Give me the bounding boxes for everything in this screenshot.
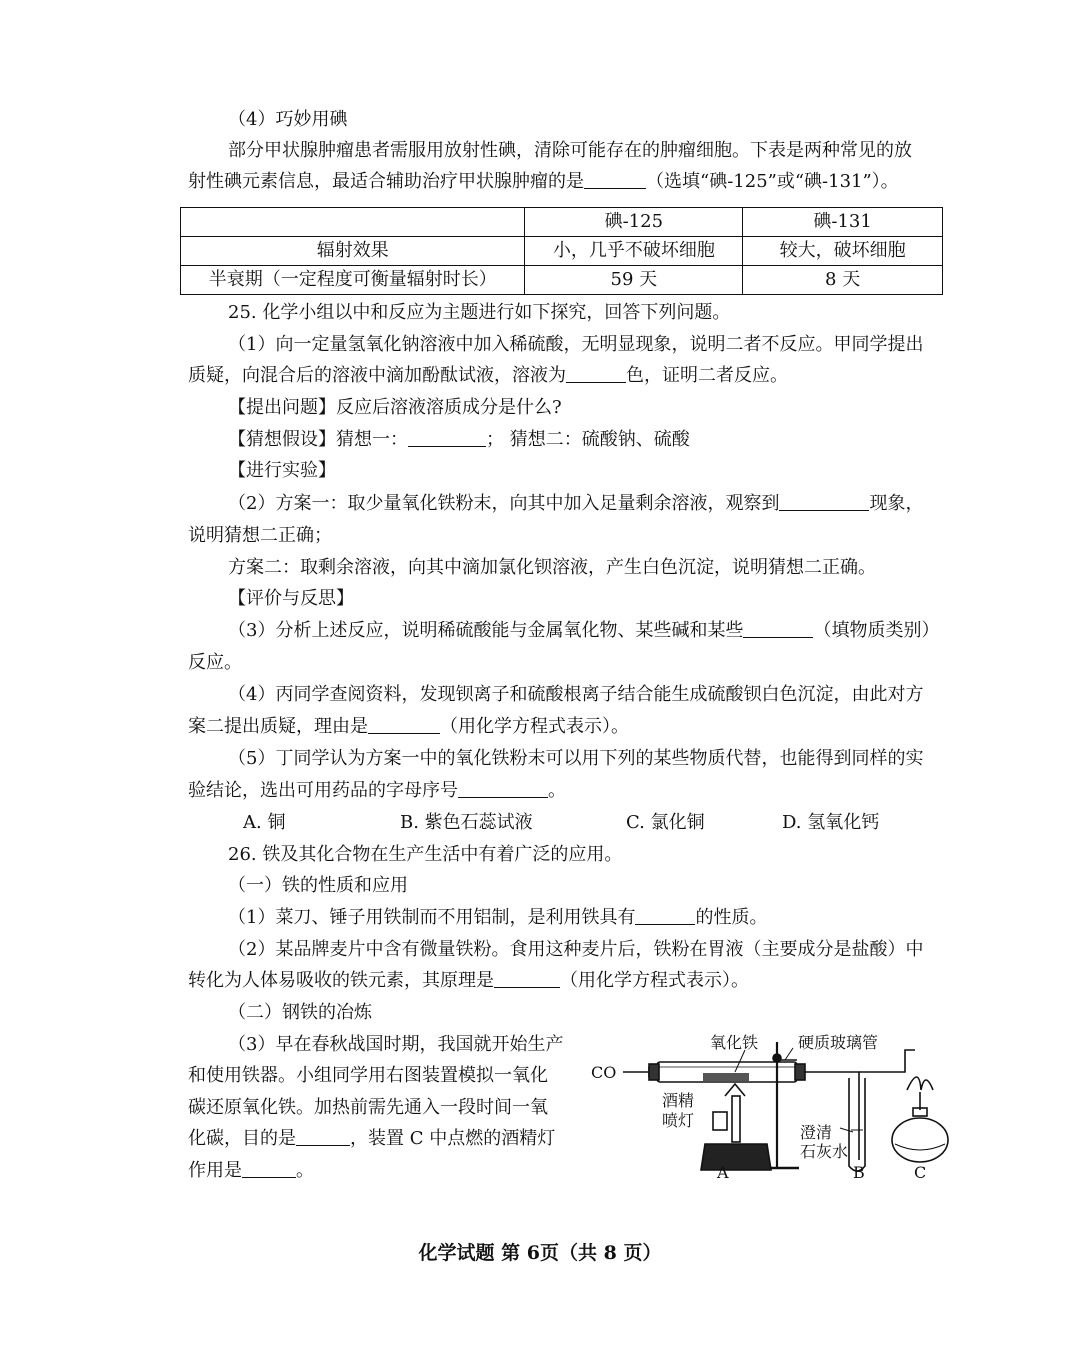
flame-icon — [907, 1077, 933, 1090]
answer-blank[interactable] — [635, 906, 695, 925]
label-b: B — [853, 1163, 865, 1182]
table-cell: 较大，破坏细胞 — [743, 237, 943, 266]
paragraph-line: 【评价与反思】 — [228, 588, 354, 609]
test-tube-b — [849, 1078, 865, 1171]
label-leader — [735, 1050, 745, 1072]
text: （1）菜刀、锤子用铁制而不用铝制，是利用铁具有 — [228, 907, 636, 928]
blowtorch-base — [701, 1144, 771, 1170]
subsection-heading: （二）钢铁的冶炼 — [228, 1002, 372, 1023]
text: 。 — [296, 1160, 314, 1181]
lamp-liquid — [895, 1144, 945, 1150]
text: 。 — [548, 780, 566, 801]
table-row — [181, 237, 943, 266]
text: 射性碘元素信息，最适合辅助治疗甲状腺肿瘤的是 — [188, 171, 584, 192]
table-header-row — [181, 208, 943, 237]
paragraph-line — [188, 714, 629, 740]
paragraph-line — [188, 778, 566, 804]
text: ，装置 C 中点燃的酒精灯 — [350, 1128, 556, 1149]
label-ferric-oxide: 氧化铁 — [710, 1033, 759, 1052]
table-row — [181, 266, 943, 295]
paragraph-line: 方案二：取剩余溶液，向其中滴加氯化钡溶液，产生白色沉淀，说明猜想二正确。 — [228, 557, 876, 578]
paragraph-line: （2）某品牌麦片中含有微量铁粉。食用这种麦片后，铁粉在胃液（主要成分是盐酸）中 — [228, 939, 924, 960]
table-cell: 59 天 — [525, 266, 743, 295]
label-limewater-2: 石灰水 — [800, 1142, 849, 1161]
text: 转化为人体易吸收的铁元素，其原理是 — [188, 970, 494, 991]
blowtorch-valve — [713, 1112, 727, 1130]
text: 作用是 — [188, 1160, 242, 1181]
label-blowtorch-1: 酒精 — [662, 1091, 695, 1110]
label-c: C — [914, 1163, 927, 1182]
paragraph-line: 【提出问题】反应后溶液溶质成分是什么? — [228, 397, 562, 418]
label-co: CO — [591, 1063, 617, 1082]
option-b: B. 紫色石蕊试液 — [400, 812, 533, 833]
option-d: D. 氢氧化钙 — [782, 812, 880, 833]
text: 验结论，选出可用药品的字母序号 — [188, 780, 458, 801]
paragraph-line: （1）向一定量氢氧化钠溶液中加入稀硫酸，无明显现象，说明二者不反应。甲同学提出 — [228, 334, 924, 355]
paragraph-line: 说明猜想二正确； — [188, 525, 332, 546]
paragraph-line: 【进行实验】 — [228, 460, 336, 481]
option-c: C. 氯化铜 — [626, 812, 705, 833]
answer-blank[interactable] — [296, 1127, 350, 1146]
paragraph-line: 反应。 — [188, 652, 242, 673]
answer-blank[interactable] — [743, 619, 813, 638]
table-cell: 辐射效果 — [181, 237, 525, 266]
text: （3）分析上述反应，说明稀硫酸能与金属氧化物、某些碱和某些 — [228, 620, 744, 641]
paragraph-line — [188, 169, 899, 195]
question-26-intro: 26. 铁及其化合物在生产生活中有着广泛的应用。 — [228, 844, 623, 865]
label-a: A — [717, 1163, 729, 1182]
stopper — [649, 1064, 659, 1080]
text: ； 猜想二：硫酸钠、硫酸 — [486, 429, 690, 450]
text: （填物质类别） — [813, 620, 940, 641]
answer-blank[interactable] — [368, 715, 440, 734]
table-cell: 碘-125 — [525, 208, 743, 237]
answer-blank[interactable] — [566, 364, 626, 383]
text: 色，证明二者反应。 — [626, 365, 788, 386]
label-leader — [785, 1048, 793, 1060]
answer-blank[interactable] — [242, 1159, 296, 1178]
paragraph-line: 部分甲状腺肿瘤患者需服用放射性碘，清除可能存在的肿瘤细胞。下表是两种常见的放 — [228, 140, 912, 161]
answer-blank[interactable] — [458, 779, 548, 798]
table-cell: 小，几乎不破坏细胞 — [525, 237, 743, 266]
subsection-heading: （一）铁的性质和应用 — [228, 875, 408, 896]
text: 的性质。 — [695, 907, 768, 928]
text: 【猜想假设】猜想一： — [228, 429, 408, 450]
section-heading: （4）巧妙用碘 — [228, 109, 348, 130]
question-25-intro: 25. 化学小组以中和反应为主题进行如下探究，回答下列问题。 — [228, 302, 731, 323]
text: （用化学方程式表示）。 — [440, 716, 629, 737]
paragraph-line: 碳还原氧化铁。加热前需先通入一段时间一氧 — [188, 1097, 548, 1118]
ferric-oxide-powder — [703, 1073, 749, 1081]
alcohol-lamp — [892, 1118, 948, 1162]
paragraph-line — [228, 618, 939, 644]
blowtorch-neck — [732, 1096, 740, 1142]
iodine-table — [180, 207, 943, 295]
text: （用化学方程式表示）。 — [560, 970, 749, 991]
label-hard-glass-tube: 硬质玻璃管 — [798, 1033, 879, 1052]
text: （选填“碘-125”或“碘-131”）。 — [646, 171, 899, 192]
label-blowtorch-2: 喷灯 — [662, 1111, 695, 1130]
paragraph-line — [228, 427, 690, 453]
answer-blank[interactable] — [779, 492, 869, 511]
answer-blank[interactable] — [408, 428, 486, 447]
flame-guard — [725, 1084, 745, 1096]
text: （2）方案一：取少量氧化铁粉末，向其中加入足量剩余溶液，观察到 — [228, 493, 780, 514]
text: 案二提出质疑，理由是 — [188, 716, 368, 737]
clamp-knob — [773, 1054, 781, 1062]
paragraph-line: （3）早在春秋战国时期，我国就开始生产 — [228, 1034, 564, 1055]
text: 化碳，目的是 — [188, 1128, 296, 1149]
paragraph-line — [228, 491, 923, 517]
table-cell: 半衰期（一定程度可衡量辐射时长） — [181, 266, 525, 295]
paragraph-line — [228, 905, 767, 931]
answer-blank[interactable] — [584, 170, 646, 189]
option-a: A. 铜 — [243, 812, 286, 833]
paragraph-line: 和使用铁器。小组同学用右图装置模拟一氧化 — [188, 1065, 548, 1086]
paragraph-line — [188, 363, 788, 389]
table-cell: 碘-131 — [743, 208, 943, 237]
paragraph-line — [188, 968, 749, 994]
table-cell: 8 天 — [743, 266, 943, 295]
answer-blank[interactable] — [494, 969, 560, 988]
paragraph-line: （4）丙同学查阅资料，发现钡离子和硫酸根离子结合能生成硫酸钡白色沉淀，由此对方 — [228, 684, 924, 705]
paragraph-line — [188, 1126, 555, 1152]
paragraph-line — [188, 1158, 314, 1184]
exhaust-tube — [859, 1050, 915, 1072]
text: 质疑，向混合后的溶液中滴加酚酞试液，溶液为 — [188, 365, 566, 386]
paragraph-line: （5）丁同学认为方案一中的氧化铁粉末可以用下列的某些物质代替，也能得到同样的实 — [228, 748, 924, 769]
label-limewater-1: 澄清 — [800, 1123, 833, 1142]
text: 现象， — [869, 493, 924, 514]
stopper — [795, 1064, 805, 1080]
page-footer: 化学试题 第 6页（共 8 页） — [418, 1242, 662, 1264]
table-cell — [181, 208, 525, 237]
